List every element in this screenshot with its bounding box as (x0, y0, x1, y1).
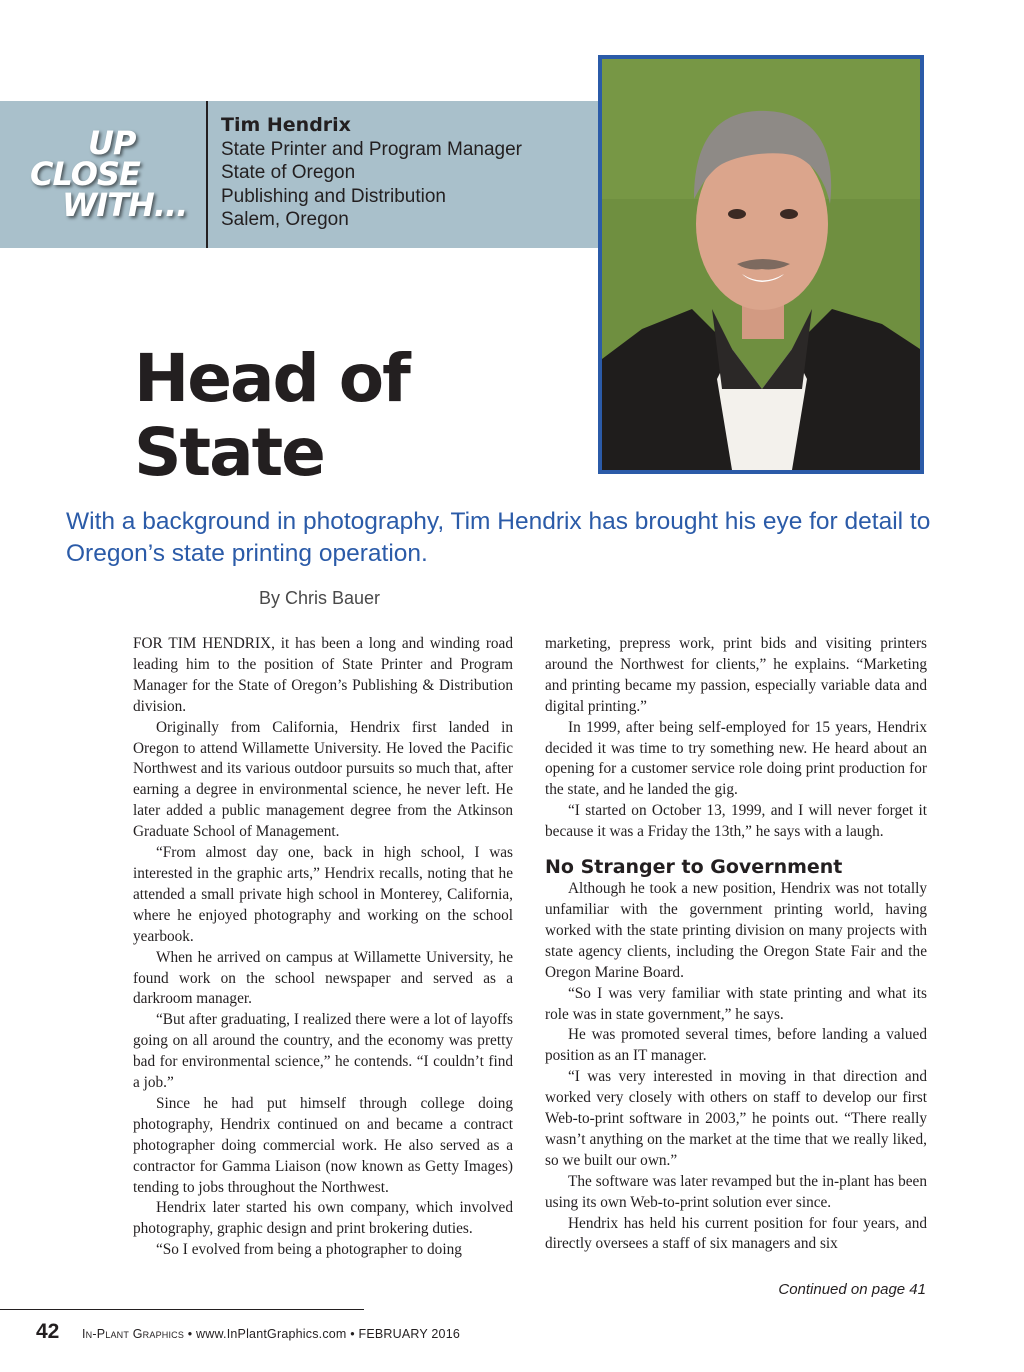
profile-location: Salem, Oregon (221, 209, 349, 231)
paragraph: Hendrix has held his current position for four years, and directly oversees a staff of six managers and six (545, 1214, 927, 1253)
publication-name: In-Plant Graphics (82, 1327, 185, 1341)
profile-title: State Printer and Program Manager (221, 138, 522, 160)
paragraph: When he arrived on campus at Willamette University, he found work on the school newspaper and served as a darkroom manager. (133, 948, 513, 1008)
article-byline: By Chris Bauer (259, 588, 381, 608)
paragraph: Hendrix later started his own company, which involved photography, graphic design and print brokering duties. (133, 1199, 513, 1238)
footer-rule (0, 1309, 364, 1310)
footer-separator: • (350, 1327, 355, 1341)
headline-line-1: Head of (134, 340, 409, 417)
paragraph: “But after graduating, I realized there were a lot of layoffs going on all around the country, and the economy was pretty bad for environmental science,” he contends. “I couldn’t find a job.” (133, 1011, 513, 1092)
article-dek: With a background in photography, Tim Hendrix has brought his eye for detail to Oregon’s state printing operation. (66, 508, 931, 567)
continued-note: Continued on page 41 (778, 1281, 926, 1298)
paragraph: He was promoted several times, before landing a valued position as an IT manager. (545, 1026, 927, 1065)
website-link[interactable]: www.InPlantGraphics.com (196, 1327, 347, 1341)
portrait-illustration (602, 59, 920, 470)
paragraph: Although he took a new position, Hendrix was not totally unfamiliar with the government printing world, having worked with the state printing division on many projects with state agency clients, including the Oregon State Fair and the Oregon Marine Board. (545, 880, 927, 981)
profile-division: Publishing and Distribution (221, 185, 446, 207)
article-headline (134, 342, 584, 490)
badge-line-with: WITH... (62, 186, 188, 224)
paragraph: “I was very interested in moving in that direction and worked very closely with others on staff to develop our first Web-to-print software in 2003,” he points out. “There really wasn’t anything on the market at the time that we really liked, so we built our own.” (545, 1068, 927, 1169)
paragraph: “So I evolved from being a photographer to doing (156, 1241, 462, 1259)
issue-date: FEBRUARY 2016 (358, 1327, 460, 1341)
headline-line-2: State (134, 414, 324, 491)
paragraph: “I started on October 13, 1999, and I will never forget it because it was a Friday the 13th,” he says with a laugh. (545, 802, 927, 841)
footer-line (82, 1327, 460, 1341)
profile-organization: State of Oregon (221, 162, 356, 184)
header-divider (206, 101, 208, 248)
badge-line-up: UP (88, 124, 136, 162)
article-column-2 (545, 634, 927, 1255)
footer-separator: • (187, 1327, 193, 1341)
paragraph: In 1999, after being self-employed for 15 years, Hendrix decided it was time to try something new. He heard about an opening for a customer service role doing print production for the state, and he landed the gig. (545, 718, 927, 799)
badge-line-close: CLOSE (30, 155, 140, 193)
article-column-1 (133, 634, 513, 1261)
profile-block (221, 114, 591, 232)
paragraph: “From almost day one, back in high school, I was interested in the graphic arts,” Hendrix recalls, noting that he attended a small private high school in Monterey, California, where he enjoyed photography and working on the school yearbook. (133, 844, 513, 945)
paragraph: The software was later revamped but the in-plant has been using its own Web-to-print solution ever since. (545, 1172, 927, 1211)
profile-name: Tim Hendrix (221, 114, 351, 136)
paragraph: marketing, prepress work, print bids and visiting printers around the Northwest for clients,” he explains. “Marketing and printing became my passion, especially variable data and digital printing.” (545, 635, 927, 715)
paragraph: FOR TIM HENDRIX, it has been a long and winding road leading him to the position of State Printer and Program Manager for the State of Oregon’s Publishing & Distribution division. (133, 635, 513, 715)
up-close-with-badge (18, 124, 198, 224)
paragraph: Originally from California, Hendrix first landed in Oregon to attend Willamette University. He loved the Pacific Northwest and its various outdoor pursuits so much that, after earning a degree in environmental science, he never left. He later added a public management degree from the Atkinson Graduate School of Management. (133, 718, 513, 841)
portrait-photo (598, 55, 924, 474)
section-subhead: No Stranger to Government (545, 856, 843, 879)
page-number: 42 (36, 1320, 60, 1343)
paragraph: Since he had put himself through college doing photography, Hendrix continued on and became a contract photographer doing commercial work. He also served as a contractor for Gamma Liaison (now known as Getty Images) tending to jobs throughout the Northwest. (133, 1094, 513, 1196)
paragraph: “So I was very familiar with state printing and what its role was in state government,” he says. (545, 984, 927, 1023)
